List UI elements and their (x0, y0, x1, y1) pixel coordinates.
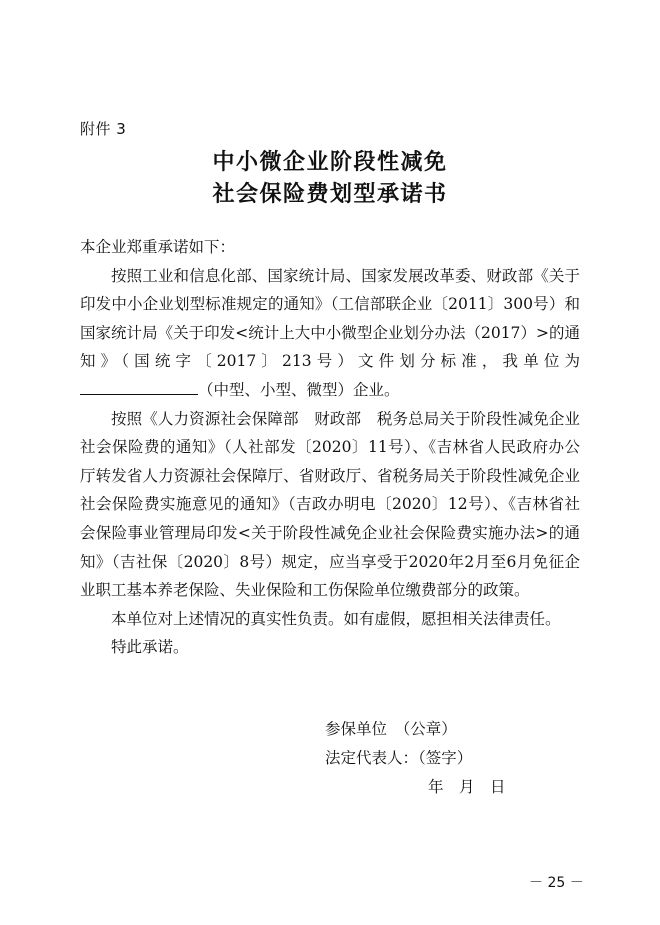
paragraph-closing: 特此承诺。 (111, 638, 189, 657)
paragraph-1-tail: （中型、小型、微型）企业。 (198, 380, 400, 399)
commitment-body (80, 233, 580, 662)
paragraph-1-text: 按照工业和信息化部、国家统计局、国家发展改革委、财政部《关于印发中小企业划型标准规定的通知》（工信部联企业〔2011〕300号）和国家统计局《关于印发<统计上大中小微型企业划分办法（2017）>的通知》（国统字〔2017〕213号）文件划分标准，我单位为 (80, 266, 580, 371)
paragraph-responsibility: 本单位对上述情况的真实性负责。如有虚假，愿担相关法律责任。 (111, 609, 561, 628)
legal-representative-signature-line: 法定代表人：（签字） (325, 749, 473, 767)
paragraph-policy-basis: 按照《人力资源社会保障部 财政部 税务总局关于阶段性减免企业社会保险费的通知》（人社部发〔2020〕11号）、《吉林省人民政府办公厅转发省人力资源社会保障厅、省财政厅、省税务局关于阶段性减免企业社会保险费实施意见的通知》（吉政办明电〔2020〕12号）、《吉林省社会保险事业管理局印发<关于阶段性减免企业社会保险费实施办法>的通知》（吉社保〔2020〕8号）规定，应当享受于2020年2月至6月免征企业职工基本养老保险、失业保险和工伤保险单位缴费部分的政策。 (80, 409, 580, 600)
enterprise-type-blank (80, 379, 198, 395)
document-title-line-2: 社会保险费划型承诺书 (212, 182, 448, 207)
paragraph-enterprise-classification (80, 262, 580, 405)
insured-unit-seal-line: 参保单位 （公章） (325, 720, 457, 738)
attachment-label: 附件 3 (80, 120, 127, 138)
opening-line: 本企业郑重承诺如下： (80, 238, 236, 256)
document-title-line-1: 中小微企业阶段性减免 (212, 150, 448, 175)
date-line: 年 月 日 (428, 778, 506, 796)
page-number: － 25 － (529, 875, 584, 891)
